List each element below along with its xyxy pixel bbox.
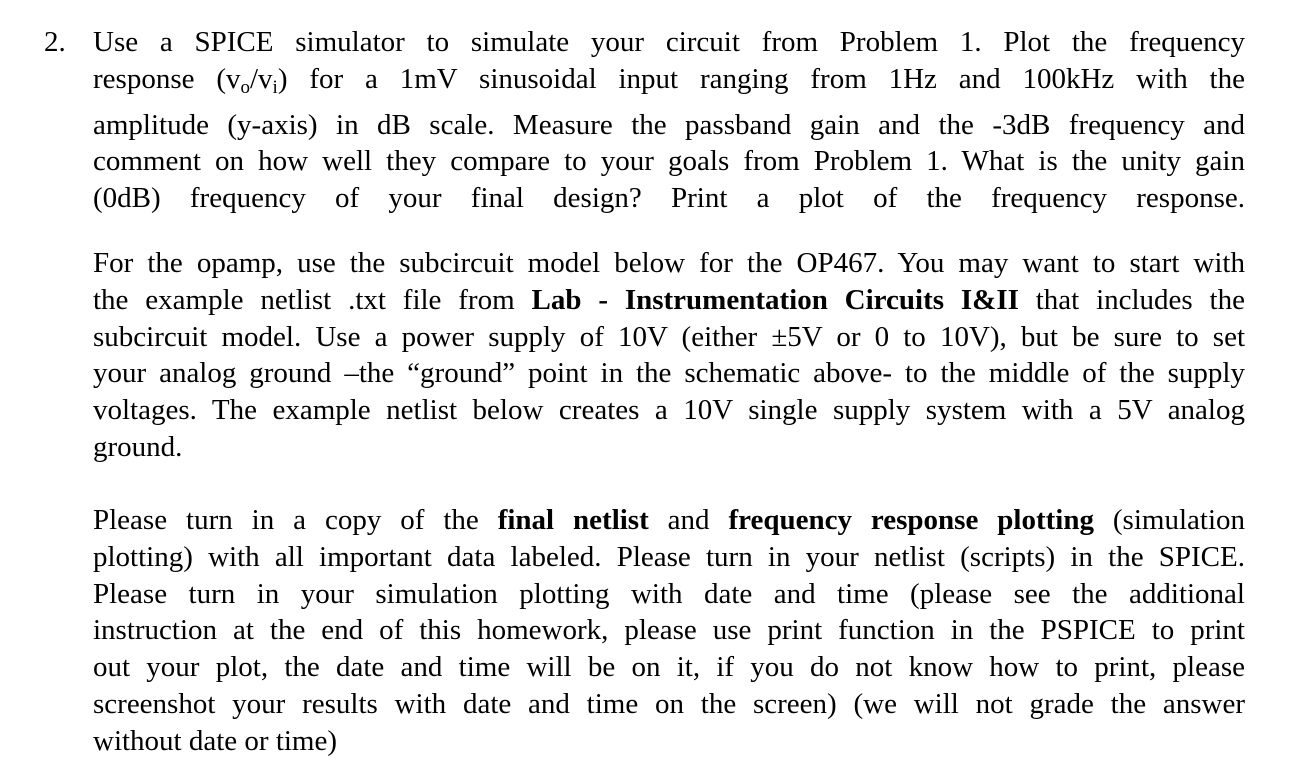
statement-line-5: (0dB) frequency of your final design? Print a plot of the frequency response. <box>93 182 1245 215</box>
problem-statement-paragraph <box>93 24 1245 217</box>
statement-line-3: amplitude (y-axis) in dB scale. Measure the passband gain and the -3dB frequency and <box>93 108 1245 141</box>
input-range-text: ) for a 1mV sinusoidal input ranging from 1Hz and 100kHz with the <box>277 62 1245 95</box>
turn-in-line-1-start: Please turn in a copy of the <box>93 504 498 536</box>
lab-reference: Lab - Instrumentation Circuits I&II <box>531 283 1019 316</box>
opamp-line-3: subcircuit model. Use a power supply of 10V (either ±5V or 0 to 10V), but be sure to set <box>93 320 1245 353</box>
statement-line-2 <box>93 61 1245 107</box>
statement-line-4: comment on how well they compare to your goals from Problem 1. What is the unity gain <box>93 145 1245 178</box>
turn-in-line-5: out your plot, the date and time will be on it, if you do not know how to print, please <box>93 651 1245 684</box>
opamp-line-1: For the opamp, use the subcircuit model below for the OP467. You may want to start with <box>93 247 1245 279</box>
opamp-instructions-paragraph <box>93 245 1245 466</box>
turn-in-line-7: without date or time) <box>93 724 338 757</box>
final-netlist-emphasis: final netlist <box>497 504 649 536</box>
response-label: response (v <box>93 62 241 95</box>
turn-in-line-1-and: and <box>648 504 729 536</box>
problem-number: 2. <box>44 26 66 58</box>
turn-in-line-3: Please turn in your simulation plotting with date and time (please see the additional <box>93 577 1245 610</box>
turn-in-line-1-end: (simulation <box>1093 504 1245 536</box>
turn-in-line-1 <box>93 502 1245 539</box>
opamp-line-2 <box>93 282 1245 319</box>
opamp-line-6: ground. <box>93 430 183 463</box>
turn-in-instructions-paragraph <box>93 502 1245 760</box>
vi-subscript: i <box>272 76 278 98</box>
turn-in-line-4: instruction at the end of this homework, please use print function in the PSPICE to print <box>93 614 1245 647</box>
opamp-line-4: your analog ground –the “ground” point in the schematic above- to the middle of the supply <box>93 357 1245 390</box>
opamp-line-2-end: that includes the <box>1018 283 1245 316</box>
turn-in-line-2: plotting) with all important data labeled. Please turn in your netlist (scripts) in the SPICE. <box>93 540 1245 573</box>
vo-subscript: o <box>240 76 250 98</box>
turn-in-line-6: screenshot your results with date and time on the screen) (we will not grade the answer <box>93 687 1245 720</box>
statement-line-1: Use a SPICE simulator to simulate your circuit from Problem 1. Plot the frequency <box>93 26 1245 58</box>
opamp-line-2-start: the example netlist .txt file from <box>93 283 532 316</box>
ratio-slash: /v <box>249 62 273 95</box>
frequency-response-plotting-emphasis: frequency response plotting <box>728 504 1094 536</box>
opamp-line-5: voltages. The example netlist below creates a 10V single supply system with a 5V analog <box>93 394 1245 427</box>
